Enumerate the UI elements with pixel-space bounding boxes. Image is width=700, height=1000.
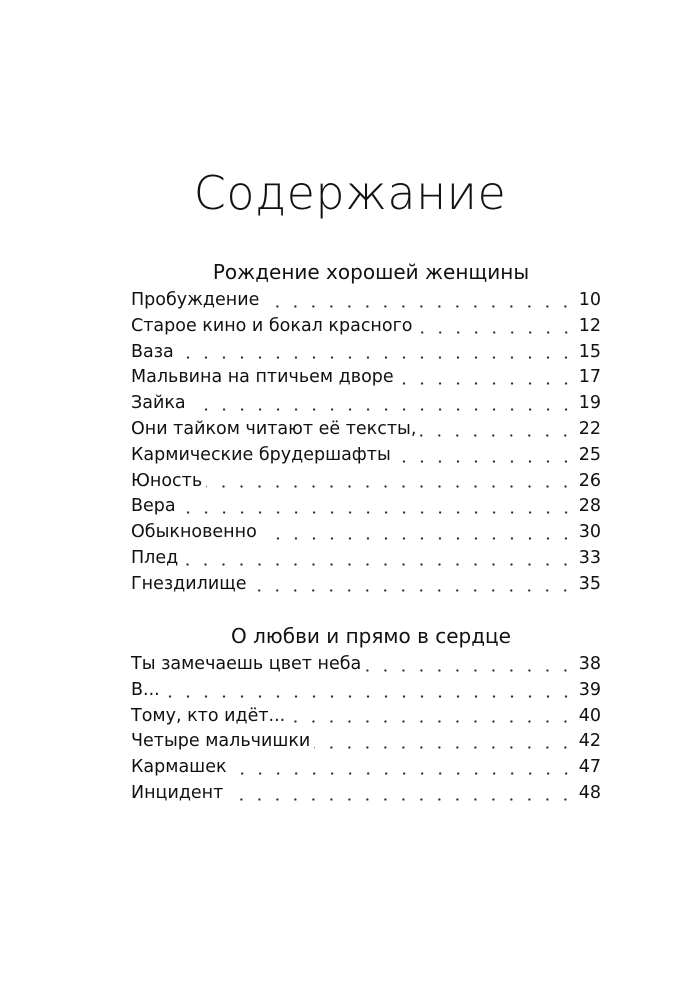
dot-leader	[261, 537, 575, 540]
section-title: Рождение хорошей женщины	[212, 260, 530, 284]
toc-entry[interactable]	[131, 729, 601, 755]
entry-page-number: 48	[578, 782, 601, 803]
toc-entry[interactable]	[131, 288, 601, 314]
dot-leader	[164, 695, 575, 698]
toc-entry[interactable]	[131, 755, 601, 781]
entry-title: Гнездилище	[131, 573, 247, 594]
entry-title: Инцидент	[131, 782, 224, 803]
entry-page-number: 22	[578, 418, 601, 439]
entry-title: Ты замечаешь цвет неба	[131, 654, 362, 674]
toc-entry[interactable]	[131, 391, 601, 417]
dot-leader	[227, 798, 574, 801]
entry-page-number: 12	[578, 315, 601, 336]
entry-page-number: 35	[578, 573, 601, 594]
toc-section	[131, 622, 601, 807]
toc-entry[interactable]	[131, 494, 601, 520]
toc-entry[interactable]	[131, 365, 601, 391]
entry-title: Зайка	[131, 393, 186, 414]
entry-page-number: 42	[578, 731, 601, 752]
entry-page-number: 26	[578, 470, 601, 491]
toc-entry-list	[131, 652, 601, 807]
toc-entry[interactable]	[131, 314, 601, 340]
entry-title: Обыкновенно	[131, 522, 257, 543]
entry-page-number: 19	[578, 393, 601, 414]
toc-entry[interactable]	[131, 443, 601, 469]
section-title: О любви и прямо в сердце	[231, 624, 511, 648]
dot-leader	[314, 746, 574, 749]
toc-section	[131, 258, 601, 598]
dot-leader	[395, 460, 575, 463]
entry-title: Кармические брудершафты	[131, 444, 391, 465]
entry-title: Они тайком читают её тексты,	[131, 418, 417, 439]
dot-leader	[178, 356, 575, 359]
dot-leader	[206, 485, 575, 488]
entry-title: Плед	[131, 547, 179, 568]
entry-title: Пробуждение	[131, 290, 260, 310]
dot-leader	[190, 408, 575, 411]
entry-page-number: 38	[578, 654, 601, 674]
toc-entry[interactable]	[131, 572, 601, 598]
toc-entry[interactable]	[131, 520, 601, 546]
toc-entry[interactable]	[131, 469, 601, 495]
entry-page-number: 17	[578, 367, 601, 388]
toc-entry-list	[131, 288, 601, 598]
entry-title: Четыре мальчишки	[131, 731, 311, 752]
entry-title: Ваза	[131, 341, 174, 362]
entry-page-number: 30	[578, 522, 601, 543]
dot-leader	[420, 434, 574, 437]
entry-title: Юность	[131, 470, 203, 491]
dot-leader	[398, 382, 575, 385]
dot-leader	[289, 720, 574, 723]
entry-title: Мальвина на птичьем дворе	[131, 367, 394, 388]
entry-page-number: 15	[578, 341, 601, 362]
dot-leader	[365, 669, 574, 672]
dot-leader	[180, 511, 575, 514]
entry-title: Тому, кто идёт...	[131, 705, 286, 726]
dot-leader	[417, 331, 575, 334]
entry-page-number: 28	[578, 496, 601, 517]
dot-leader	[263, 305, 574, 308]
toc-entry[interactable]	[131, 678, 601, 704]
entry-title: Кармашек	[131, 757, 227, 778]
entry-page-number: 39	[578, 679, 601, 700]
entry-title: В...	[131, 679, 160, 700]
entry-title: Старое кино и бокал красного	[131, 315, 413, 336]
entry-page-number: 33	[578, 547, 601, 568]
entry-page-number: 10	[578, 290, 601, 310]
toc-entry[interactable]	[131, 340, 601, 366]
entry-title: Вера	[131, 496, 176, 517]
dot-leader	[231, 772, 575, 775]
page-title: Содержание	[193, 165, 507, 220]
toc-entry[interactable]	[131, 652, 601, 678]
toc-entry[interactable]	[131, 781, 601, 807]
toc-entry[interactable]	[131, 704, 601, 730]
entry-page-number: 25	[578, 444, 601, 465]
toc-entry[interactable]	[131, 417, 601, 443]
entry-page-number: 47	[578, 757, 601, 778]
toc-entry[interactable]	[131, 546, 601, 572]
dot-leader	[250, 589, 574, 592]
dot-leader	[182, 563, 575, 566]
entry-page-number: 40	[578, 705, 601, 726]
